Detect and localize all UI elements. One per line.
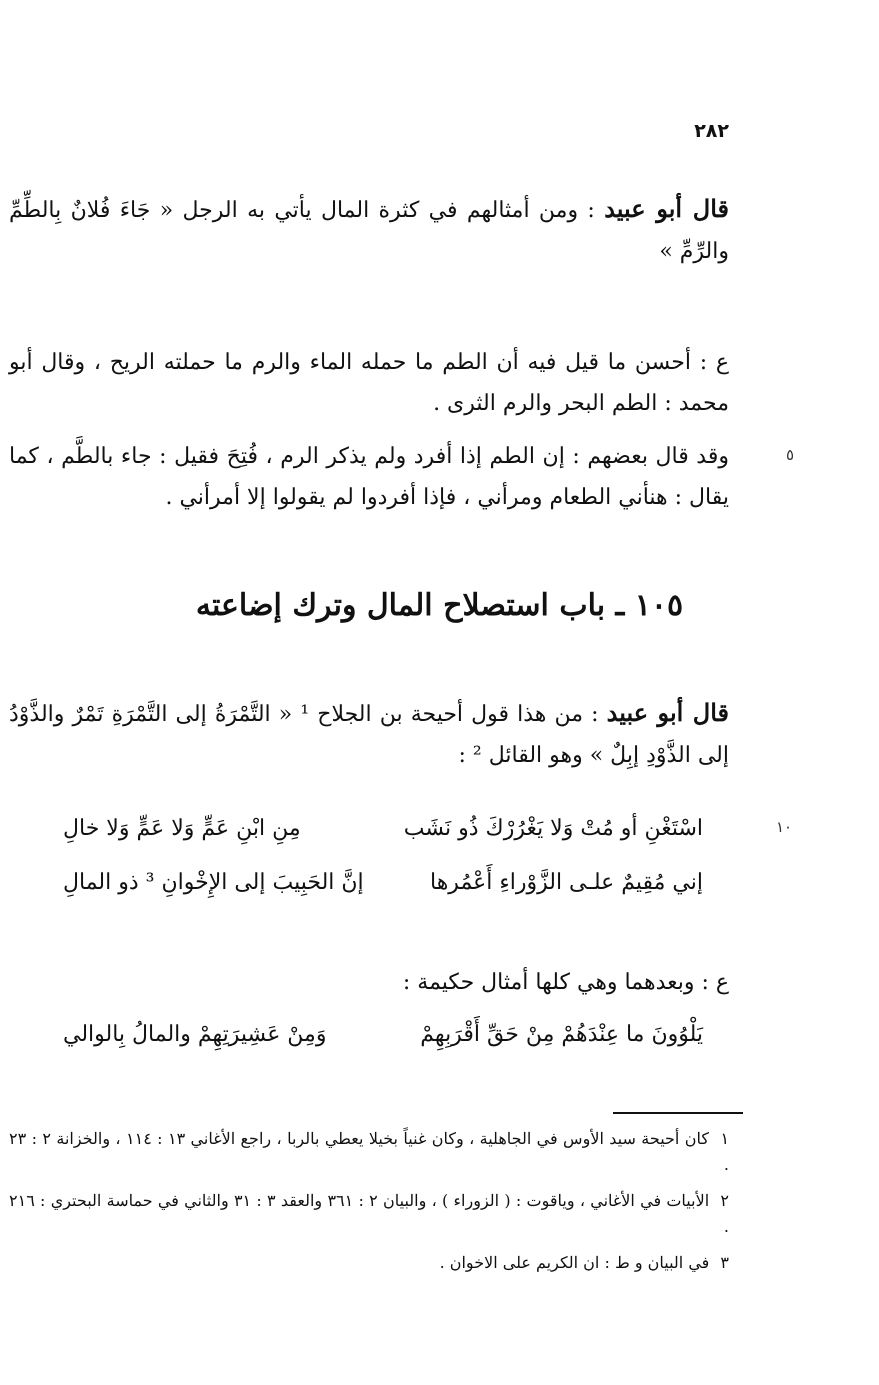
footnote <box>9 1126 729 1178</box>
paragraph-5 <box>9 962 729 1003</box>
paragraph-text: ع : أحسن ما قيل فيه أن الطم ما حمله الماء والرم ما حملته الريح ، وقال أبو محمد : الطم البحر والرم الثرى . <box>9 350 729 416</box>
verse-line <box>63 808 703 848</box>
footnote-text: الأبيات في الأغاني ، وياقوت : ( الزوراء ) ، والبيان ٢ : ٣٦١ والعقد ٣ : ٣١ والثاني في حماسة البحتري : ٢١٦ . <box>9 1191 729 1236</box>
paragraph-1 <box>9 188 729 272</box>
paragraph-text: وقد قال بعضهم : إن الطم إذا أفرد ولم يذكر الرم ، فُتِحَ فقيل : جاء بالطَّم ، كما يقال : هنأني الطعام ومرأني ، فإذا أفردوا لم يقولوا إلا أمرأني . <box>9 444 729 510</box>
footnote <box>9 1188 729 1240</box>
paragraph-text: ع : وبعدهما وهي كلها أمثال حكيمة : <box>402 970 729 995</box>
paragraph-3 <box>9 436 729 518</box>
line-number: ٥ <box>786 446 795 464</box>
section-heading: ١٠٥ ـ باب استصلاح المال وترك إضاعته <box>195 588 684 623</box>
line-number: ١٠ <box>776 818 793 836</box>
verse-first-hemistich: يَلْوُونَ ما عِنْدَهُمْ مِنْ حَقِّ أَقْرَبِهِمْ <box>420 1021 703 1047</box>
paragraph-4 <box>9 692 729 776</box>
verse-second-hemistich: مِنِ ابْنِ عَمٍّ وَلا عَمٍّ وَلا خالِ <box>63 815 301 841</box>
verse-first-hemistich: اسْتَغْنِ أو مُتْ وَلا يَغْرُرْكَ ذُو نَشَب <box>403 815 703 841</box>
page-number: ٢٨٢ <box>694 120 729 142</box>
footnote-text: في البيان و ط : ان الكريم على الاخوان . <box>439 1253 710 1272</box>
paragraph-text: : من هذا قول أحيحة بن الجلاح ¹ « التَّمْرَةُ إلى التَّمْرَةِ تَمْرٌ والذَّوْدُ إلى الذَّوْدِ إبِلٌ » وهو القائل ² : <box>9 702 729 768</box>
footnote-divider <box>613 1112 743 1114</box>
verse-line <box>63 862 703 902</box>
footnote-text: كان أحيحة سيد الأوس في الجاهلية ، وكان غنياً بخيلا يعطي بالربا ، راجع الأغاني ١٣ : ١١٤ ، والخزانة ٢ : ٢٣ . <box>9 1129 729 1174</box>
footnote-number: ١ <box>720 1129 730 1148</box>
verse-second-hemistich: وَمِنْ عَشِيرَتِهِمْ والمالُ بِالوالي <box>63 1021 327 1047</box>
verse-line <box>63 1014 703 1054</box>
verse-second-hemistich: إنَّ الحَبِيبَ إلى الإِخْوانِ ³ ذو المالِ <box>63 869 364 895</box>
footnote <box>9 1250 729 1276</box>
paragraph-text: : ومن أمثالهم في كثرة المال يأتي به الرجل « جَاءَ فُلانٌ بِالطِّمِّ والرِّمِّ » <box>9 198 729 264</box>
verse-first-hemistich: إني مُقِيمٌ علـى الزَّوْراءِ أَعْمُرها <box>430 869 703 895</box>
speaker-label: قال أبو عبيد <box>606 698 729 727</box>
paragraph-2 <box>9 342 729 424</box>
footnote-number: ٣ <box>720 1253 729 1272</box>
speaker-label: قال أبو عبيد <box>604 194 729 223</box>
footnote-number: ٢ <box>720 1191 730 1210</box>
